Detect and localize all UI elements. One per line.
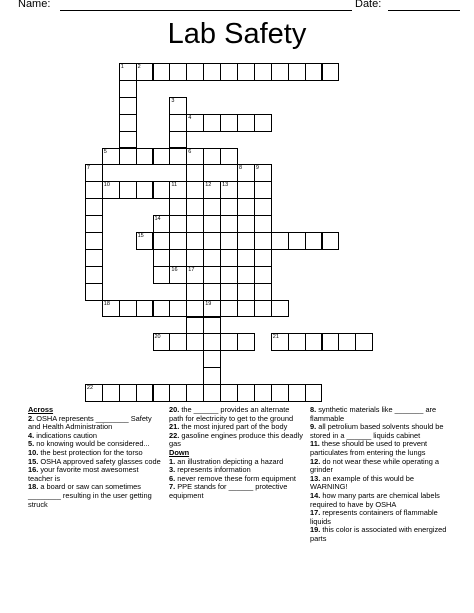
clue-number: 12 (205, 182, 212, 189)
clue-item (310, 458, 450, 475)
grid-cell[interactable] (119, 300, 137, 318)
clue-item (310, 423, 450, 440)
grid-cell[interactable] (220, 198, 238, 216)
clue-item-number: 12. (310, 456, 321, 466)
clues-column-2 (169, 406, 304, 501)
grid-cell[interactable] (220, 266, 238, 284)
clue-item-number: 6. (169, 473, 176, 483)
grid-cell[interactable] (220, 249, 238, 267)
grid-cell[interactable] (169, 333, 187, 351)
grid-cell[interactable] (254, 114, 272, 132)
grid-cell[interactable] (237, 249, 255, 267)
grid-cell[interactable] (271, 333, 289, 351)
grid-cell[interactable] (237, 283, 255, 301)
clue-number: 16 (171, 266, 178, 273)
grid-cell[interactable] (203, 333, 221, 351)
grid-cell[interactable] (153, 300, 171, 318)
clue-number: 18 (103, 300, 110, 307)
grid-cell[interactable] (254, 384, 272, 402)
clue-item-number: 22. (169, 430, 180, 440)
clue-number: 20 (154, 334, 161, 341)
grid-cell[interactable] (288, 333, 306, 351)
grid-cell[interactable] (102, 384, 120, 402)
grid-cell[interactable] (85, 164, 103, 182)
grid-cell[interactable] (85, 266, 103, 284)
grid-cell[interactable] (153, 384, 171, 402)
clue-item (310, 440, 450, 457)
clue-item-text: an illustration depicting a hazard (175, 456, 284, 466)
grid-cell[interactable] (322, 63, 340, 81)
grid-cell[interactable] (203, 367, 221, 385)
grid-cell[interactable] (220, 114, 238, 132)
grid-cell[interactable] (102, 181, 120, 199)
clue-item-text: the most injured part of the body (179, 422, 288, 432)
grid-cell[interactable] (186, 215, 204, 233)
clue-item-number: 14. (310, 490, 321, 500)
grid-cell[interactable] (254, 249, 272, 267)
grid-cell[interactable] (237, 384, 255, 402)
grid-cell[interactable] (186, 148, 204, 166)
clue-item-number: 19. (310, 525, 321, 535)
clue-number: 1 (120, 64, 124, 70)
grid-cell[interactable] (169, 249, 187, 267)
grid-cell[interactable] (153, 333, 171, 351)
grid-cell[interactable] (153, 215, 171, 233)
grid-cell[interactable] (186, 266, 204, 284)
clue-item-number: 9. (310, 422, 317, 432)
grid-cell[interactable] (153, 63, 171, 81)
grid-cell[interactable] (254, 63, 272, 81)
clue-item-number: 15. (28, 456, 39, 466)
clue-item (169, 406, 304, 423)
grid-cell[interactable] (186, 300, 204, 318)
grid-cell[interactable] (153, 249, 171, 267)
clues-column-3 (310, 406, 450, 544)
clue-item-number: 10. (28, 447, 39, 457)
clue-item (28, 415, 162, 432)
grid-cell[interactable] (220, 148, 238, 166)
clue-item-text: a board or saw can sometimes ________ resulting in the user getting struck (28, 482, 152, 509)
grid-cell[interactable] (186, 232, 204, 250)
grid-cell[interactable] (169, 232, 187, 250)
clue-item-text: your favorite most awesomest teacher is (28, 465, 139, 483)
grid-cell[interactable] (136, 300, 154, 318)
grid-cell[interactable] (288, 63, 306, 81)
grid-cell[interactable] (220, 63, 238, 81)
grid-cell[interactable] (271, 232, 289, 250)
grid-cell[interactable] (322, 333, 340, 351)
grid-cell[interactable] (169, 131, 187, 149)
grid-cell[interactable] (85, 198, 103, 216)
grid-cell[interactable] (186, 181, 204, 199)
grid-cell[interactable] (169, 300, 187, 318)
grid-cell[interactable] (203, 114, 221, 132)
clue-number: 2 (137, 64, 141, 70)
grid-cell[interactable] (85, 283, 103, 301)
grid-cell[interactable] (153, 181, 171, 199)
clue-item-text: an example of this would be WARNING! (310, 473, 414, 492)
puzzle-title: Lab Safety (167, 18, 307, 50)
grid-cell[interactable] (169, 266, 187, 284)
grid-cell[interactable] (169, 181, 187, 199)
clue-item-number: 7. (169, 482, 176, 492)
clue-number: 4 (188, 114, 192, 121)
grid-cell[interactable] (254, 232, 272, 250)
grid-cell[interactable] (203, 300, 221, 318)
grid-cell[interactable] (254, 198, 272, 216)
grid-cell[interactable] (220, 300, 238, 318)
grid-cell[interactable] (237, 232, 255, 250)
clue-item-text: represents information (175, 465, 251, 475)
grid-cell[interactable] (169, 97, 187, 115)
clue-item-text: PPE stands for ______ protective equipment (169, 482, 288, 500)
clue-item-number: 17. (310, 508, 321, 518)
clue-item-text: indications caution (34, 430, 98, 440)
grid-cell[interactable] (237, 181, 255, 199)
grid-cell[interactable] (186, 249, 204, 267)
grid-cell[interactable] (169, 148, 187, 166)
clue-number: 10 (103, 182, 110, 189)
grid-cell[interactable] (203, 249, 221, 267)
clue-item-text: synthetic materials like _______ are flammable (310, 405, 437, 423)
clue-item-text: no knowing would be considered... (34, 439, 150, 449)
clue-item-number: 1. (169, 456, 176, 466)
clue-item-text: the ______ provides an alternate path for electricity to get to the ground (169, 405, 294, 423)
clue-item-text: this color is associated with energized parts (310, 525, 447, 543)
clue-item-text: how many parts are chemical labels required to have by OSHA (310, 490, 440, 509)
clue-item-number: 3. (169, 465, 176, 475)
grid-cell[interactable] (237, 300, 255, 318)
across-heading: Across (28, 405, 54, 414)
grid-cell[interactable] (203, 215, 221, 233)
clue-number: 19 (205, 300, 212, 307)
grid-cell[interactable] (254, 164, 272, 182)
grid-cell[interactable] (85, 249, 103, 267)
grid-cell[interactable] (220, 283, 238, 301)
clue-number: 3 (171, 97, 175, 104)
grid-cell[interactable] (119, 384, 137, 402)
clue-item-text: the best protection for the torso (38, 447, 143, 457)
grid-cell[interactable] (271, 63, 289, 81)
down-clue-list (169, 458, 304, 501)
clue-item-text: do not wear these while operating a grinder (310, 456, 440, 475)
grid-cell[interactable] (220, 181, 238, 199)
clue-item-number: 20. (169, 405, 180, 414)
clue-number: 17 (188, 266, 195, 273)
grid-cell[interactable] (119, 97, 137, 115)
clue-item-text: never remove these form equipment (175, 473, 296, 483)
grid-cell[interactable] (119, 114, 137, 132)
grid-cell[interactable] (203, 232, 221, 250)
grid-cell[interactable] (305, 384, 323, 402)
grid-cell[interactable] (186, 333, 204, 351)
grid-cell[interactable] (254, 283, 272, 301)
grid-cell[interactable] (254, 300, 272, 318)
grid-cell[interactable] (355, 333, 373, 351)
grid-cell[interactable] (271, 300, 289, 318)
grid-cell[interactable] (288, 232, 306, 250)
grid-cell[interactable] (119, 148, 137, 166)
clue-number: 13 (222, 182, 229, 189)
grid-cell[interactable] (119, 80, 137, 98)
date-label: Date: (355, 0, 382, 10)
clue-item-text: represents containers of flammable liquids (310, 508, 438, 526)
grid-cell[interactable] (186, 63, 204, 81)
grid-cell[interactable] (186, 283, 204, 301)
grid-cell[interactable] (237, 215, 255, 233)
grid-cell[interactable] (305, 63, 323, 81)
clue-item-number: 2. (28, 413, 35, 423)
grid-cell[interactable] (153, 232, 171, 250)
grid-cell[interactable] (322, 232, 340, 250)
grid-cell[interactable] (203, 350, 221, 368)
grid-cell[interactable] (237, 333, 255, 351)
grid-cell[interactable] (169, 198, 187, 216)
clue-item (310, 509, 450, 526)
grid-cell[interactable] (186, 114, 204, 132)
grid-cell[interactable] (186, 198, 204, 216)
grid-cell[interactable] (169, 63, 187, 81)
clue-number: 9 (255, 165, 259, 172)
clue-item-number: 8. (310, 405, 317, 414)
grid-cell[interactable] (153, 266, 171, 284)
down-clue-list-continued (310, 406, 450, 544)
grid-cell[interactable] (203, 63, 221, 81)
grid-cell[interactable] (153, 148, 171, 166)
grid-cell[interactable] (102, 300, 120, 318)
clue-number: 5 (103, 148, 107, 155)
grid-cell[interactable] (254, 266, 272, 284)
grid-cell[interactable] (136, 148, 154, 166)
grid-cell[interactable] (136, 181, 154, 199)
grid-cell[interactable] (203, 148, 221, 166)
grid-cell[interactable] (220, 215, 238, 233)
grid-cell[interactable] (237, 63, 255, 81)
clue-item (28, 483, 162, 509)
clue-item (28, 466, 162, 483)
clue-item-number: 16. (28, 465, 39, 475)
grid-cell[interactable] (136, 63, 154, 81)
grid-cell[interactable] (203, 384, 221, 402)
clue-item-text: OSHA represents ________ Safety and Health Administration (28, 413, 152, 432)
clue-number: 7 (86, 165, 90, 172)
across-clue-list (28, 415, 162, 510)
grid-cell[interactable] (203, 266, 221, 284)
clue-item-number: 21. (169, 422, 180, 432)
clue-number: 22 (86, 385, 94, 392)
down-heading: Down (169, 447, 190, 457)
clue-item-text: gasoline engines produce this deadly gas (169, 430, 303, 449)
clue-item-number: 4. (28, 430, 35, 440)
across-clue-list-continued (169, 406, 304, 449)
clue-item-number: 5. (28, 439, 35, 449)
grid-cell[interactable] (220, 333, 238, 351)
grid-cell[interactable] (237, 114, 255, 132)
grid-cell[interactable] (119, 63, 137, 81)
grid-cell[interactable] (186, 317, 204, 335)
clue-item-number: 13. (310, 473, 321, 483)
grid-cell[interactable] (271, 384, 289, 402)
grid-cell[interactable] (136, 384, 154, 402)
clue-item-text: these should be used to prevent particulates from entering the lungs (310, 439, 428, 457)
grid-cell[interactable] (237, 164, 255, 182)
clue-number: 11 (171, 182, 178, 189)
grid-cell[interactable] (85, 181, 103, 199)
grid-cell[interactable] (85, 232, 103, 250)
grid-cell[interactable] (203, 181, 221, 199)
clue-number: 15 (137, 233, 144, 239)
clue-item-number: 11. (310, 439, 320, 449)
grid-cell[interactable] (237, 198, 255, 216)
clue-number: 21 (272, 334, 279, 341)
grid-cell[interactable] (169, 384, 187, 402)
grid-cell[interactable] (169, 215, 187, 233)
grid-cell[interactable] (254, 215, 272, 233)
grid-cell[interactable] (102, 148, 120, 166)
grid-cell[interactable] (136, 232, 154, 250)
grid-cell[interactable] (119, 181, 137, 199)
name-label: Name: (18, 0, 51, 10)
clue-item (310, 492, 450, 509)
grid-cell[interactable] (220, 384, 238, 402)
clue-number: 8 (239, 165, 243, 172)
clue-item (310, 526, 450, 543)
clue-item (169, 432, 304, 449)
clue-number: 14 (154, 216, 161, 223)
grid-cell[interactable] (85, 215, 103, 233)
grid-cell[interactable] (203, 198, 221, 216)
clue-item (310, 406, 450, 423)
grid-cell[interactable] (237, 266, 255, 284)
grid-cell[interactable] (85, 384, 103, 402)
grid-cell[interactable] (254, 181, 272, 199)
clue-number: 6 (188, 148, 192, 155)
clue-item (169, 483, 304, 500)
clue-item-number: 18. (28, 482, 39, 492)
grid-cell[interactable] (305, 333, 323, 351)
grid-cell[interactable] (288, 384, 306, 402)
grid-cell[interactable] (186, 384, 204, 402)
grid-cell[interactable] (203, 317, 221, 335)
clue-item (310, 475, 450, 492)
grid-cell[interactable] (119, 131, 137, 149)
grid-cell[interactable] (220, 232, 238, 250)
clues-column-1 (28, 406, 162, 509)
clue-item-text: all petrolium based solvents should be stored in a ______ liquids cabinet (310, 422, 444, 440)
grid-cell[interactable] (305, 232, 323, 250)
grid-cell[interactable] (338, 333, 356, 351)
clue-item-text: OSHA approved safety glasses code (38, 456, 161, 466)
grid-cell[interactable] (203, 283, 221, 301)
grid-cell[interactable] (186, 164, 204, 182)
grid-cell[interactable] (169, 114, 187, 132)
